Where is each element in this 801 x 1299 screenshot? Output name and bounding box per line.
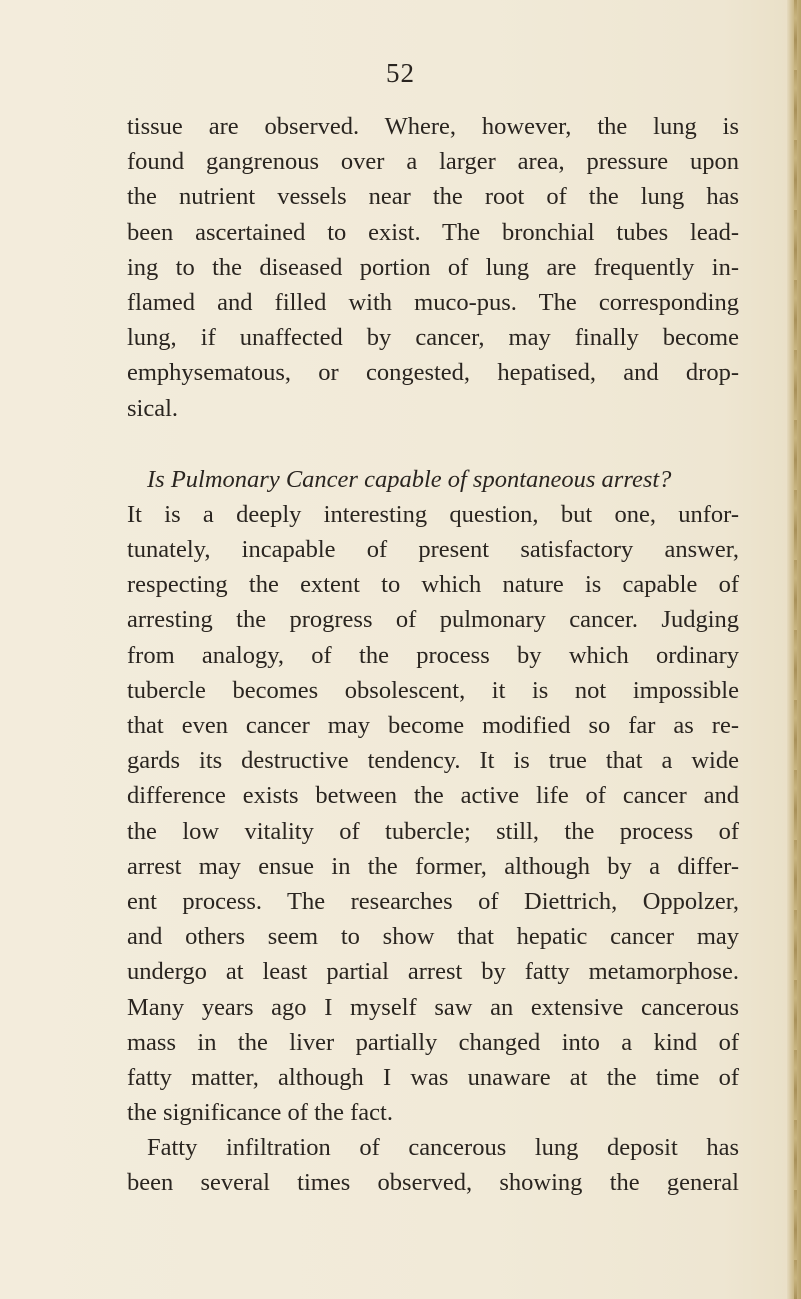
text-line: gards its destructive tendency. It is true that a wide (127, 747, 739, 775)
text-line: and others seem to show that hepatic cancer may (127, 923, 739, 951)
text-line: arresting the progress of pulmonary cancer. Judging (127, 606, 739, 634)
page-edge-shading (794, 0, 797, 1299)
text-line: the low vitality of tubercle; still, the process of (127, 817, 739, 845)
section-heading: Is Pulmonary Cancer capable of spontaneous arrest? (147, 465, 672, 493)
text-line: fatty matter, although I was unaware at the time of (127, 1063, 739, 1091)
text-line: the significance of the fact. (127, 1099, 393, 1127)
text-line: tunately, incapable of present satisfactory answer, (127, 536, 739, 564)
page-edge (787, 0, 801, 1299)
text-line: Many years ago I myself saw an extensive cancerous (127, 993, 739, 1021)
paragraph-gap (127, 426, 739, 462)
text-line: lung, if unaffected by cancer, may finally become (127, 324, 739, 352)
text-line: sical. (127, 394, 179, 422)
text-line: Fatty infiltration of cancerous lung deposit has (147, 1134, 739, 1162)
text-line: been ascertained to exist. The bronchial tubes lead- (127, 218, 739, 246)
page-number: 52 (386, 58, 415, 88)
text-line: been several times observed, showing the general (127, 1169, 739, 1197)
text-line: emphysematous, or congested, hepatised, and drop- (127, 359, 739, 387)
text-line: ent process. The researches of Diettrich, Oppolzer, (127, 887, 739, 915)
text-line: found gangrenous over a larger area, pressure upon (127, 148, 739, 176)
text-line: tubercle becomes obsolescent, it is not impossible (127, 676, 739, 704)
text-line: It is a deeply interesting question, but one, unfor- (127, 500, 739, 528)
text-line: arrest may ensue in the former, although by a differ- (127, 852, 739, 880)
text-line: respecting the extent to which nature is capable of (127, 571, 739, 599)
text-line: flamed and filled with muco-pus. The corresponding (127, 288, 739, 316)
text-line: ing to the diseased portion of lung are frequently in- (127, 253, 739, 281)
body-text (127, 109, 739, 1201)
text-line: mass in the liver partially changed into a kind of (127, 1028, 739, 1056)
text-line: the nutrient vessels near the root of the lung has (127, 183, 739, 211)
text-line: that even cancer may become modified so far as re- (127, 712, 739, 739)
text-line: from analogy, of the process by which ordinary (127, 641, 739, 669)
text-line: tissue are observed. Where, however, the lung is (127, 113, 739, 140)
text-line: undergo at least partial arrest by fatty metamorphose. (127, 958, 739, 986)
text-line: difference exists between the active life of cancer and (127, 782, 739, 810)
